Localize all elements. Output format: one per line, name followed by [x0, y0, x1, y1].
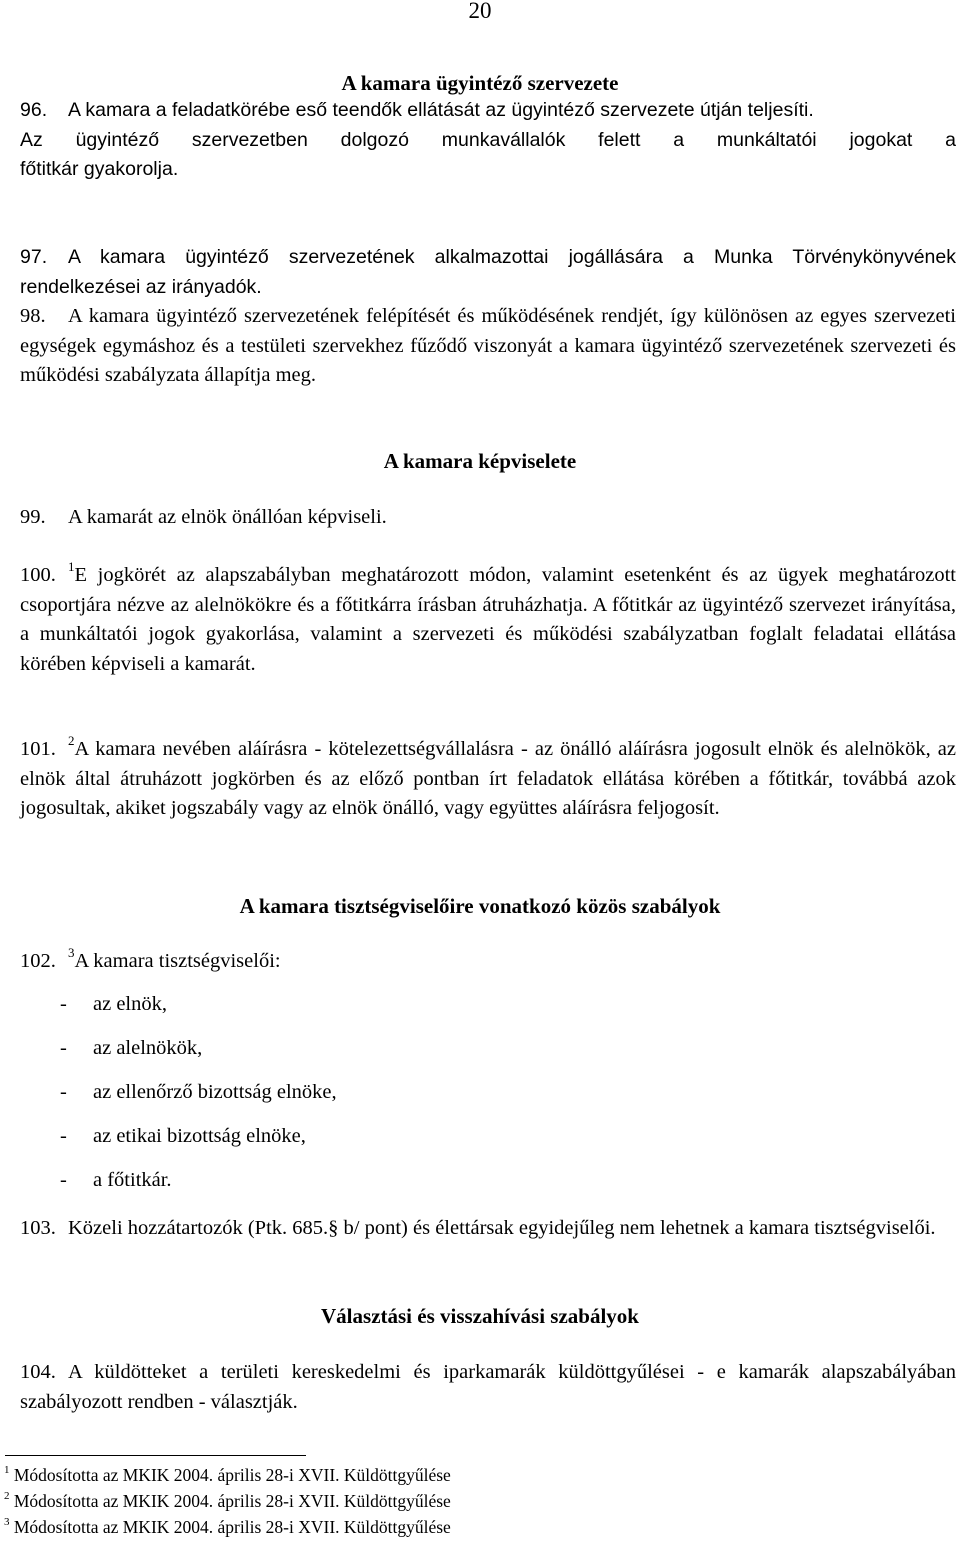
list-dash: -: [60, 1037, 67, 1059]
section-text-line: Az ügyintéző szervezetben dolgozó munkavállalók felett a munkáltatói jogokat a: [20, 128, 956, 151]
section-101: [20, 735, 956, 824]
section-number: 98.: [20, 305, 46, 327]
section-text: A kamara tisztségviselői:: [74, 950, 281, 972]
footnote: [4, 1514, 451, 1540]
section-text: A küldötteket a területi kereskedelmi és iparkamarák küldöttgyűlései - e kamarák alapszabályában szabályozott rendben - választják.: [20, 1361, 956, 1413]
list-item: [60, 1034, 337, 1078]
section-number: 100.: [20, 564, 56, 586]
section-text: Közeli hozzátartozók (Ptk. 685.§ b/ pont) és élettársak egyidejűleg nem lehetnek a kamara tisztségviselői.: [68, 1217, 936, 1239]
section-text: A kamarát az elnök önállóan képviseli.: [68, 506, 387, 528]
section-text: A kamara ügyintéző szervezetének alkalmazottai jogállására a Munka Törvénykönyvének rendelkezései az irányadók.: [20, 246, 956, 298]
footnote-mark: 1: [4, 1464, 10, 1477]
section-98: [20, 302, 956, 391]
section-96: [20, 96, 956, 185]
section-99: [20, 503, 956, 533]
page-number: 20: [468, 0, 492, 23]
heading-ugyintezo-szervezet: A kamara ügyintéző szervezete: [341, 71, 619, 95]
list-dash: -: [60, 1081, 67, 1103]
section-number: 96.: [20, 99, 48, 121]
section-number: 97.: [20, 246, 48, 268]
list-item: [60, 1166, 337, 1210]
footnotes: [4, 1462, 451, 1540]
list-dash: -: [60, 1125, 67, 1147]
list-item: [60, 1122, 337, 1166]
list-item-text: az elnök,: [93, 993, 167, 1015]
footnote-mark: 3: [4, 1516, 10, 1529]
list-item-text: az alelnökök,: [93, 1037, 203, 1059]
list-item: [60, 1078, 337, 1122]
footnote-text: Módosította az MKIK 2004. április 28-i XVII. Küldöttgyűlése: [13, 1465, 451, 1485]
section-104: [20, 1358, 956, 1417]
list-item-text: a főtitkár.: [93, 1169, 172, 1191]
heading-tisztsegviselok: A kamara tisztségviselőire vonatkozó közös szabályok: [239, 894, 721, 918]
list-item-text: az etikai bizottság elnöke,: [93, 1125, 306, 1147]
section-102: [20, 947, 956, 977]
list-dash: -: [60, 1169, 67, 1191]
footnote: [4, 1488, 451, 1514]
section-text: A kamara a feladatkörébe eső teendők ellátását az ügyintéző szervezete útján teljesíti.: [68, 99, 814, 121]
list-item: [60, 990, 337, 1034]
section-number: 103.: [20, 1217, 56, 1239]
heading-valasztasi: Választási és visszahívási szabályok: [321, 1304, 639, 1328]
officer-list: [60, 990, 337, 1210]
footnote: [4, 1462, 451, 1488]
section-text: A kamara nevében aláírásra - kötelezettségvállalásra - az önálló aláírásra jogosult elnök és alelnökök, az elnök által átruházott jogkörben és az előző pontban írt feladatok ellátása körében a főtitkár, továbbá azok jogosultak, akiket jogszabály vagy az elnök önálló, vagy együttes aláírásra feljogosít.: [20, 738, 956, 820]
section-number: 102.: [20, 950, 56, 972]
section-number: 99.: [20, 506, 46, 528]
section-100: [20, 561, 956, 679]
section-number: 104.: [20, 1361, 56, 1383]
footnote-text: Módosította az MKIK 2004. április 28-i XVII. Küldöttgyűlése: [13, 1517, 451, 1537]
footnote-ref[interactable]: 2: [68, 733, 75, 749]
footnote-mark: 2: [4, 1490, 10, 1503]
footnote-ref[interactable]: 1: [68, 559, 75, 575]
footnote-text: Módosította az MKIK 2004. április 28-i XVII. Küldöttgyűlése: [13, 1491, 451, 1511]
footnote-divider: [5, 1455, 306, 1456]
list-item-text: az ellenőrző bizottság elnöke,: [93, 1081, 337, 1103]
list-dash: -: [60, 993, 67, 1015]
footnote-ref[interactable]: 3: [68, 945, 75, 961]
heading-kepviselete: A kamara képviselete: [383, 449, 577, 473]
section-number: 101.: [20, 738, 56, 760]
section-text-line: főtitkár gyakorolja.: [20, 158, 179, 181]
section-text: A kamara ügyintéző szervezetének felépítését és működésének rendjét, így különösen az egyes szervezeti egységek egymáshoz és a testületi szervekhez fűződő viszonyát a kamara ügyintéző szervezetének szervezeti és működési szabályzata állapítja meg.: [20, 305, 956, 387]
section-97: [20, 243, 956, 302]
section-103: [20, 1214, 956, 1244]
section-text: E jogkörét az alapszabályban meghatározott módon, valamint esetenként és az ügyek meghatározott csoportjára nézve az alelnökökre és a főtitkárra írásban átruházhatja. A főtitkár az ügyintéző szervezet irányítása, a munkáltatói jogok gyakorlása, valamint a szervezeti és működési szabályzatban foglalt feladatai ellátása körében képviseli a kamarát.: [20, 564, 956, 675]
